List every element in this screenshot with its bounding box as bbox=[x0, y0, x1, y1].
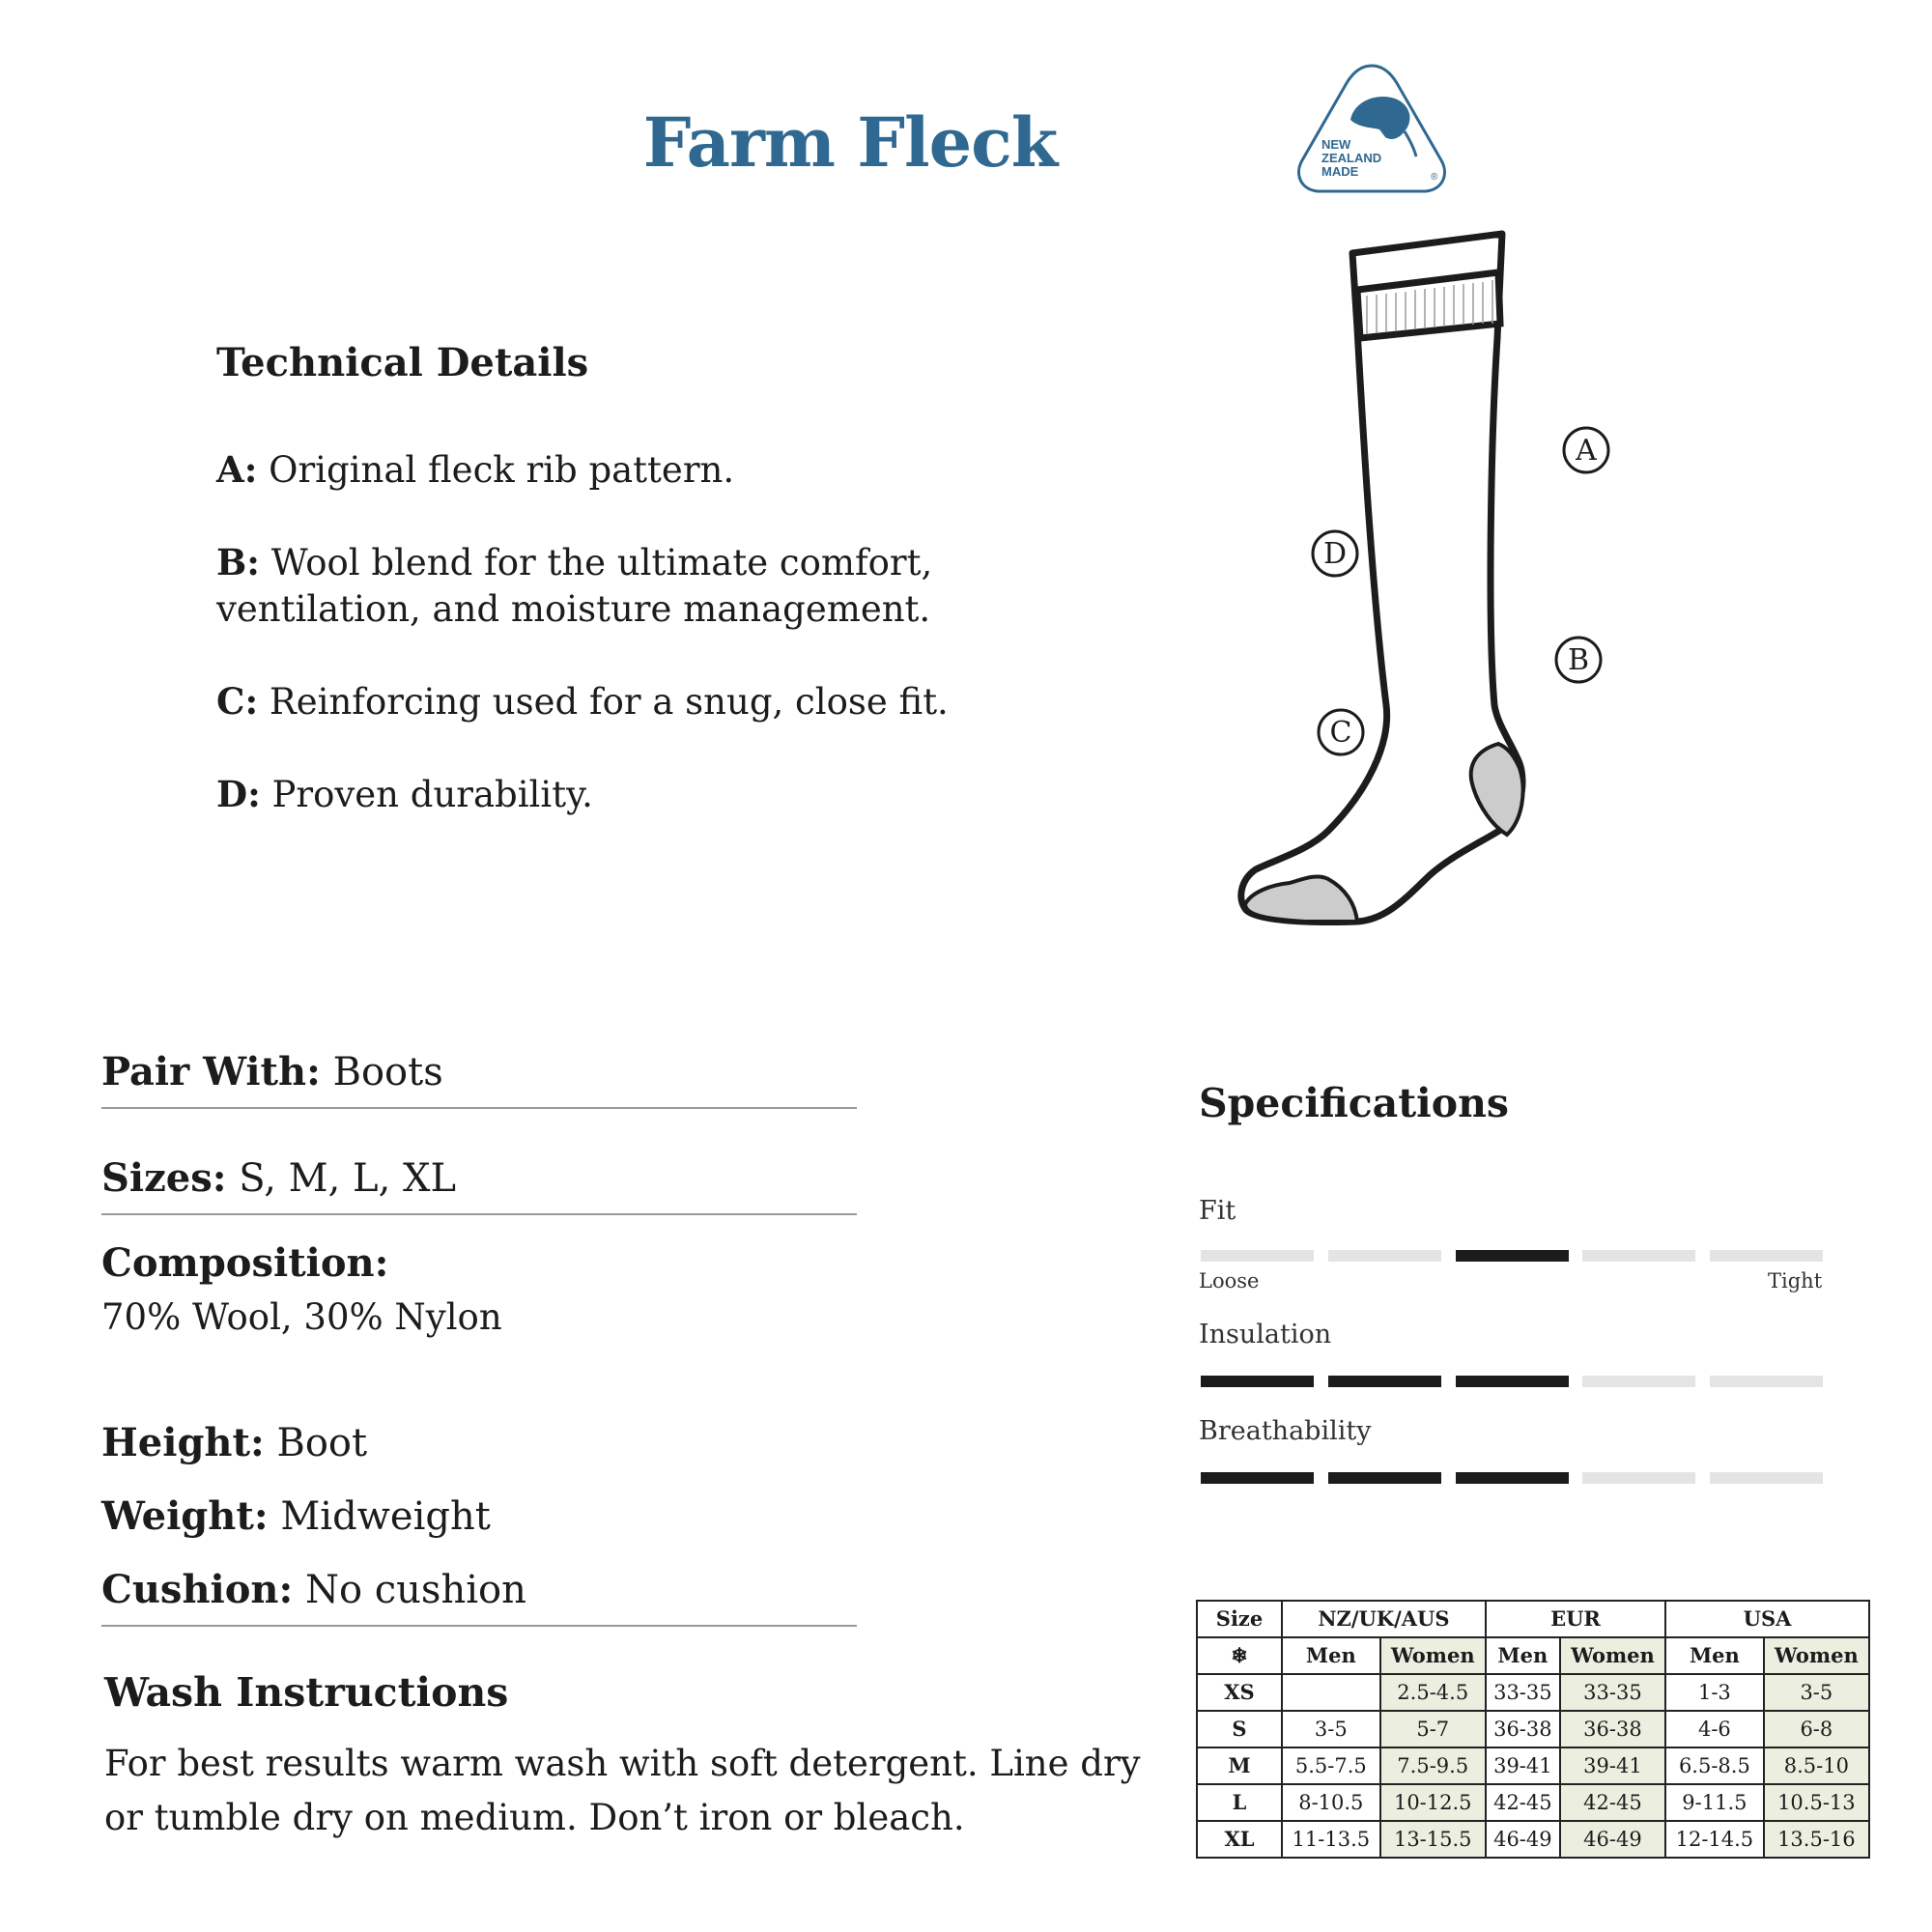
technical-text: Wool blend for the ultimate comfort, ventilation, and moisture management. bbox=[216, 542, 933, 630]
breathability-meter bbox=[1201, 1472, 1823, 1484]
divider bbox=[101, 1625, 857, 1627]
table-cell: 10.5-13 bbox=[1764, 1784, 1869, 1821]
table-cell: 33-35 bbox=[1560, 1674, 1665, 1711]
technical-item-c bbox=[216, 678, 951, 725]
sizes-label: Sizes: bbox=[101, 1155, 227, 1201]
divider bbox=[101, 1213, 857, 1215]
height-row bbox=[101, 1420, 367, 1465]
table-cell: 11-13.5 bbox=[1282, 1821, 1380, 1858]
composition-value: 70% Wool, 30% Nylon bbox=[101, 1296, 502, 1338]
table-row bbox=[1197, 1711, 1869, 1747]
meter-segment bbox=[1328, 1376, 1441, 1387]
breathability-label: Breathability bbox=[1199, 1416, 1372, 1446]
technical-text: Proven durability. bbox=[271, 774, 593, 815]
pair-with-value: Boots bbox=[332, 1050, 443, 1094]
size-cell: M bbox=[1197, 1747, 1282, 1784]
gender-header: Women bbox=[1764, 1637, 1869, 1674]
table-cell: 3-5 bbox=[1764, 1674, 1869, 1711]
fit-label: Fit bbox=[1199, 1196, 1236, 1226]
cushion-label: Cushion: bbox=[101, 1567, 294, 1612]
technical-item-b bbox=[216, 539, 951, 633]
badge-line-1: NEW bbox=[1321, 137, 1351, 152]
page-title: Farm Fleck bbox=[642, 102, 1058, 183]
sizes-row bbox=[101, 1155, 456, 1201]
size-cell: XL bbox=[1197, 1821, 1282, 1858]
gender-header: Men bbox=[1665, 1637, 1764, 1674]
technical-item-d bbox=[216, 771, 951, 818]
table-cell bbox=[1282, 1674, 1380, 1711]
insulation-label: Insulation bbox=[1199, 1320, 1332, 1350]
meter-segment bbox=[1328, 1250, 1441, 1262]
weight-row bbox=[101, 1493, 491, 1539]
fit-loose-label: Loose bbox=[1199, 1269, 1260, 1293]
specifications-heading: Specifications bbox=[1199, 1080, 1509, 1126]
meter-segment bbox=[1201, 1472, 1314, 1484]
meter-segment bbox=[1710, 1472, 1823, 1484]
table-cell: 3-5 bbox=[1282, 1711, 1380, 1747]
gender-header: Women bbox=[1380, 1637, 1486, 1674]
size-header: Size bbox=[1197, 1601, 1282, 1637]
table-cell: 13.5-16 bbox=[1764, 1821, 1869, 1858]
table-cell: 5-7 bbox=[1380, 1711, 1486, 1747]
meter-segment bbox=[1456, 1472, 1569, 1484]
table-cell: 9-11.5 bbox=[1665, 1784, 1764, 1821]
meter-segment bbox=[1201, 1376, 1314, 1387]
technical-text: Reinforcing used for a snug, close fit. bbox=[269, 681, 949, 723]
table-cell: 8.5-10 bbox=[1764, 1747, 1869, 1784]
region-header: NZ/UK/AUS bbox=[1282, 1601, 1486, 1637]
snowflake-icon: ❄ bbox=[1197, 1637, 1282, 1674]
table-row bbox=[1197, 1821, 1869, 1858]
technical-key: D: bbox=[216, 773, 261, 815]
height-label: Height: bbox=[101, 1420, 265, 1465]
technical-text: Original fleck rib pattern. bbox=[269, 449, 735, 491]
meter-segment bbox=[1201, 1250, 1314, 1262]
wash-instructions-text: For best results warm wash with soft detergent. Line dry or tumble dry on medium. Don’t iron or bleach. bbox=[104, 1743, 1141, 1838]
table-cell: 4-6 bbox=[1665, 1711, 1764, 1747]
size-cell: S bbox=[1197, 1711, 1282, 1747]
size-chart-table bbox=[1196, 1600, 1870, 1859]
table-cell: 12-14.5 bbox=[1665, 1821, 1764, 1858]
table-row bbox=[1197, 1784, 1869, 1821]
size-cell: L bbox=[1197, 1784, 1282, 1821]
technical-key: A: bbox=[216, 448, 258, 491]
table-row bbox=[1197, 1747, 1869, 1784]
table-subheader-row bbox=[1197, 1637, 1869, 1674]
technical-details-heading: Technical Details bbox=[216, 340, 589, 385]
table-cell: 8-10.5 bbox=[1282, 1784, 1380, 1821]
table-cell: 13-15.5 bbox=[1380, 1821, 1486, 1858]
marker-b-label: B bbox=[1567, 643, 1590, 677]
meter-segment bbox=[1328, 1472, 1441, 1484]
meter-segment bbox=[1456, 1376, 1569, 1387]
new-zealand-made-badge bbox=[1291, 60, 1453, 201]
sizes-value: S, M, L, XL bbox=[239, 1156, 457, 1201]
table-cell: 46-49 bbox=[1486, 1821, 1560, 1858]
marker-c-label: C bbox=[1329, 716, 1352, 750]
badge-line-2: ZEALAND bbox=[1321, 151, 1382, 165]
marker-d-label: D bbox=[1322, 537, 1348, 571]
table-cell: 1-3 bbox=[1665, 1674, 1764, 1711]
weight-label: Weight: bbox=[101, 1493, 269, 1539]
technical-key: B: bbox=[216, 541, 260, 583]
weight-value: Midweight bbox=[280, 1494, 491, 1539]
table-cell: 6.5-8.5 bbox=[1665, 1747, 1764, 1784]
fit-tight-label: Tight bbox=[1768, 1269, 1823, 1293]
region-header: EUR bbox=[1486, 1601, 1665, 1637]
meter-segment bbox=[1456, 1250, 1569, 1262]
table-cell: 39-41 bbox=[1560, 1747, 1665, 1784]
height-value: Boot bbox=[276, 1421, 368, 1465]
badge-line-3: MADE bbox=[1321, 164, 1359, 179]
sock-illustration bbox=[1212, 222, 1637, 956]
registered-mark: ® bbox=[1431, 172, 1438, 183]
meter-segment bbox=[1710, 1250, 1823, 1262]
technical-item-a bbox=[216, 446, 951, 494]
pair-with-row bbox=[101, 1049, 443, 1094]
kiwi-bird-icon bbox=[1350, 97, 1409, 139]
table-cell: 39-41 bbox=[1486, 1747, 1560, 1784]
divider bbox=[101, 1107, 857, 1109]
gender-header: Men bbox=[1282, 1637, 1380, 1674]
table-cell: 10-12.5 bbox=[1380, 1784, 1486, 1821]
cushion-value: No cushion bbox=[304, 1568, 526, 1612]
table-header-row bbox=[1197, 1601, 1869, 1637]
composition-row bbox=[101, 1240, 388, 1286]
meter-segment bbox=[1710, 1376, 1823, 1387]
region-header: USA bbox=[1665, 1601, 1869, 1637]
table-cell: 7.5-9.5 bbox=[1380, 1747, 1486, 1784]
marker-a-label: A bbox=[1576, 434, 1597, 468]
fit-meter bbox=[1201, 1250, 1823, 1262]
table-cell: 42-45 bbox=[1560, 1784, 1665, 1821]
table-cell: 36-38 bbox=[1560, 1711, 1665, 1747]
wash-instructions-heading: Wash Instructions bbox=[104, 1669, 509, 1716]
meter-segment bbox=[1582, 1250, 1695, 1262]
table-cell: 6-8 bbox=[1764, 1711, 1869, 1747]
table-cell: 42-45 bbox=[1486, 1784, 1560, 1821]
size-cell: XS bbox=[1197, 1674, 1282, 1711]
gender-header: Men bbox=[1486, 1637, 1560, 1674]
cushion-row bbox=[101, 1567, 526, 1612]
table-cell: 5.5-7.5 bbox=[1282, 1747, 1380, 1784]
table-row bbox=[1197, 1674, 1869, 1711]
insulation-meter bbox=[1201, 1376, 1823, 1387]
table-cell: 33-35 bbox=[1486, 1674, 1560, 1711]
table-cell: 2.5-4.5 bbox=[1380, 1674, 1486, 1711]
meter-segment bbox=[1582, 1472, 1695, 1484]
composition-label: Composition: bbox=[101, 1240, 389, 1286]
technical-key: C: bbox=[216, 680, 259, 723]
gender-header: Women bbox=[1560, 1637, 1665, 1674]
table-cell: 46-49 bbox=[1560, 1821, 1665, 1858]
table-cell: 36-38 bbox=[1486, 1711, 1560, 1747]
pair-with-label: Pair With: bbox=[101, 1049, 321, 1094]
meter-segment bbox=[1582, 1376, 1695, 1387]
